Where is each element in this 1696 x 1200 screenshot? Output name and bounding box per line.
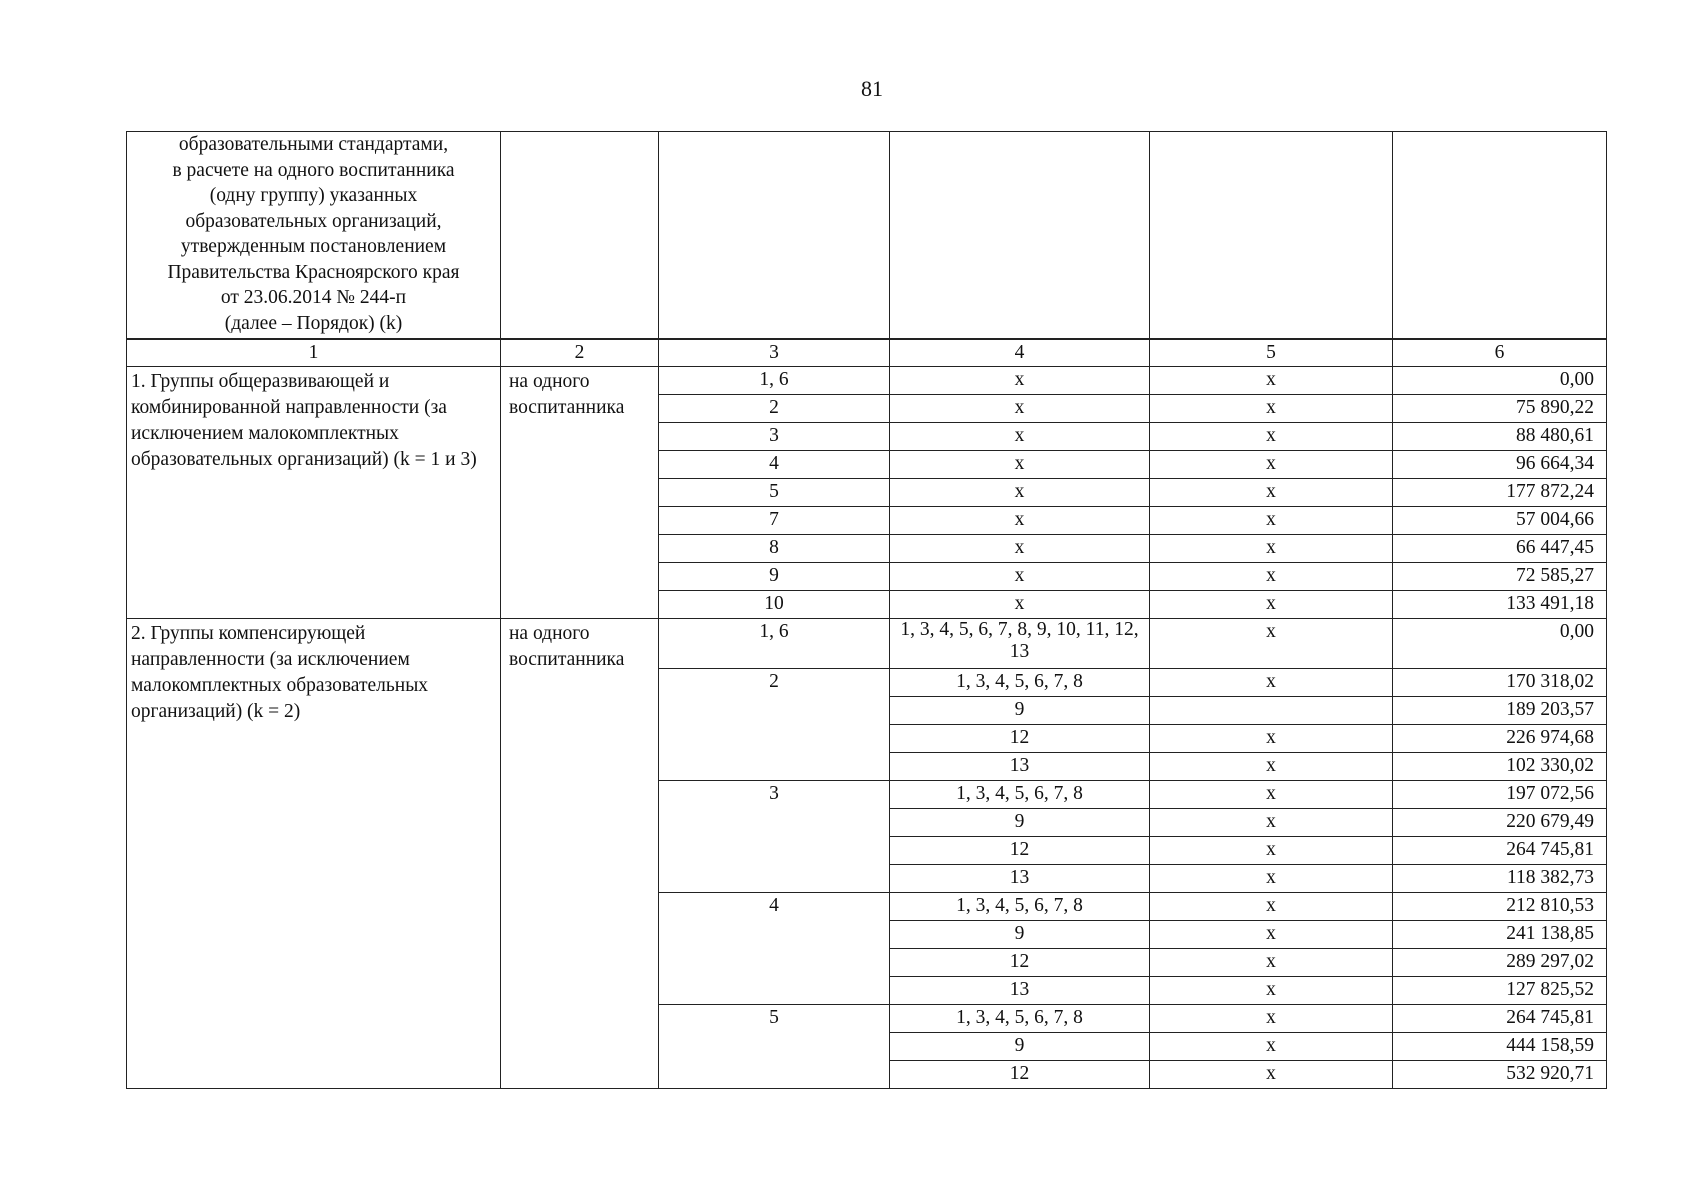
age-cell: 5: [659, 479, 890, 507]
territory-cell: x: [890, 367, 1150, 395]
mark-cell: x: [1150, 837, 1393, 865]
mark-cell: x: [1150, 563, 1393, 591]
mark-cell: x: [1150, 367, 1393, 395]
amount-cell: 177 872,24: [1393, 479, 1607, 507]
territory-cell: 1, 3, 4, 5, 6, 7, 8: [890, 893, 1150, 921]
amount-cell: 444 158,59: [1393, 1033, 1607, 1061]
territory-cell: 12: [890, 837, 1150, 865]
header-line: (далее – Порядок) (k): [224, 312, 403, 334]
amount-cell: 197 072,56: [1393, 781, 1607, 809]
amount-cell: 170 318,02: [1393, 669, 1607, 697]
amount-cell: 133 491,18: [1393, 591, 1607, 619]
age-cell: 4: [659, 451, 890, 479]
amount-cell: 72 585,27: [1393, 563, 1607, 591]
amount-cell: 0,00: [1393, 619, 1607, 669]
territory-cell: x: [890, 423, 1150, 451]
column-number: 1: [127, 339, 501, 367]
mark-cell: x: [1150, 619, 1393, 669]
age-cell: 2: [659, 669, 890, 781]
mark-cell: x: [1150, 535, 1393, 563]
header-cell: [501, 132, 659, 340]
mark-cell: x: [1150, 893, 1393, 921]
page-number: 81: [861, 76, 883, 101]
amount-cell: 102 330,02: [1393, 753, 1607, 781]
territory-cell: 12: [890, 949, 1150, 977]
amount-cell: 127 825,52: [1393, 977, 1607, 1005]
age-cell: 10: [659, 591, 890, 619]
mark-cell: x: [1150, 395, 1393, 423]
column-number: 3: [659, 339, 890, 367]
header-line: образовательных организаций,: [185, 210, 442, 232]
mark-cell: x: [1150, 591, 1393, 619]
unit-cell: на одного воспитанника: [501, 619, 659, 1089]
amount-cell: 264 745,81: [1393, 837, 1607, 865]
mark-cell: x: [1150, 977, 1393, 1005]
mark-cell: x: [1150, 781, 1393, 809]
territory-cell: 1, 3, 4, 5, 6, 7, 8, 9, 10, 11, 12, 13: [890, 619, 1150, 669]
column-number: 2: [501, 339, 659, 367]
header-col1-text: [127, 132, 501, 340]
mark-cell: x: [1150, 669, 1393, 697]
group-name: 2. Группы компенсирующей направленности (за исключением малокомплектных образовательных организаций) (k = 2): [127, 619, 501, 1089]
unit-cell: на одного воспитанника: [501, 367, 659, 619]
mark-cell: x: [1150, 725, 1393, 753]
tariff-table: [126, 131, 1607, 1089]
territory-cell: x: [890, 591, 1150, 619]
territory-cell: x: [890, 507, 1150, 535]
amount-cell: 226 974,68: [1393, 725, 1607, 753]
territory-cell: 1, 3, 4, 5, 6, 7, 8: [890, 1005, 1150, 1033]
territory-cell: 1, 3, 4, 5, 6, 7, 8: [890, 669, 1150, 697]
amount-cell: 57 004,66: [1393, 507, 1607, 535]
column-number-row: [127, 339, 1607, 367]
mark-cell: x: [1150, 949, 1393, 977]
amount-cell: 96 664,34: [1393, 451, 1607, 479]
age-cell: 3: [659, 781, 890, 893]
territory-cell: x: [890, 535, 1150, 563]
territory-cell: 13: [890, 865, 1150, 893]
mark-cell: x: [1150, 1033, 1393, 1061]
territory-cell: 12: [890, 725, 1150, 753]
mark-cell: x: [1150, 809, 1393, 837]
column-number: 6: [1393, 339, 1607, 367]
amount-cell: 264 745,81: [1393, 1005, 1607, 1033]
header-cell: [890, 132, 1150, 340]
amount-cell: 118 382,73: [1393, 865, 1607, 893]
column-number: 4: [890, 339, 1150, 367]
age-cell: 7: [659, 507, 890, 535]
header-line: Правительства Красноярского края: [167, 261, 460, 283]
territory-cell: x: [890, 563, 1150, 591]
table-row: [127, 619, 1607, 669]
age-cell: 8: [659, 535, 890, 563]
amount-cell: 0,00: [1393, 367, 1607, 395]
amount-cell: 289 297,02: [1393, 949, 1607, 977]
table-row: [127, 367, 1607, 395]
mark-cell: [1150, 697, 1393, 725]
age-cell: 1, 6: [659, 619, 890, 669]
header-continuation-row: [127, 132, 1607, 340]
mark-cell: x: [1150, 507, 1393, 535]
header-line: (одну группу) указанных: [209, 185, 418, 206]
amount-cell: 75 890,22: [1393, 395, 1607, 423]
header-line: от 23.06.2014 № 244-п: [220, 287, 407, 308]
mark-cell: x: [1150, 1005, 1393, 1033]
territory-cell: x: [890, 395, 1150, 423]
amount-cell: 66 447,45: [1393, 535, 1607, 563]
territory-cell: 9: [890, 1033, 1150, 1061]
territory-cell: 1, 3, 4, 5, 6, 7, 8: [890, 781, 1150, 809]
territory-cell: 13: [890, 753, 1150, 781]
territory-cell: 9: [890, 921, 1150, 949]
territory-cell: x: [890, 479, 1150, 507]
territory-cell: 12: [890, 1061, 1150, 1089]
header-cell: [659, 132, 890, 340]
mark-cell: x: [1150, 921, 1393, 949]
mark-cell: x: [1150, 479, 1393, 507]
territory-cell: x: [890, 451, 1150, 479]
column-number: 5: [1150, 339, 1393, 367]
group-name: 1. Группы общеразвивающей и комбинированной направленности (за исключением малокомплектных образовательных организаций) (k = 1 и 3): [127, 367, 501, 619]
mark-cell: x: [1150, 423, 1393, 451]
mark-cell: x: [1150, 451, 1393, 479]
age-cell: 4: [659, 893, 890, 1005]
header-line: в расчете на одного воспитанника: [172, 159, 455, 181]
header-line: утвержденным постановлением: [180, 236, 447, 257]
age-cell: 2: [659, 395, 890, 423]
territory-cell: 9: [890, 697, 1150, 725]
territory-cell: 13: [890, 977, 1150, 1005]
amount-cell: 220 679,49: [1393, 809, 1607, 837]
header-cell: [1150, 132, 1393, 340]
mark-cell: x: [1150, 753, 1393, 781]
header-line: образовательными стандартами,: [178, 134, 449, 155]
territory-cell: 9: [890, 809, 1150, 837]
age-cell: 5: [659, 1005, 890, 1089]
amount-cell: 241 138,85: [1393, 921, 1607, 949]
age-cell: 9: [659, 563, 890, 591]
mark-cell: x: [1150, 1061, 1393, 1089]
age-cell: 3: [659, 423, 890, 451]
amount-cell: 189 203,57: [1393, 697, 1607, 725]
mark-cell: x: [1150, 865, 1393, 893]
amount-cell: 532 920,71: [1393, 1061, 1607, 1089]
header-cell: [1393, 132, 1607, 340]
age-cell: 1, 6: [659, 367, 890, 395]
amount-cell: 88 480,61: [1393, 423, 1607, 451]
amount-cell: 212 810,53: [1393, 893, 1607, 921]
